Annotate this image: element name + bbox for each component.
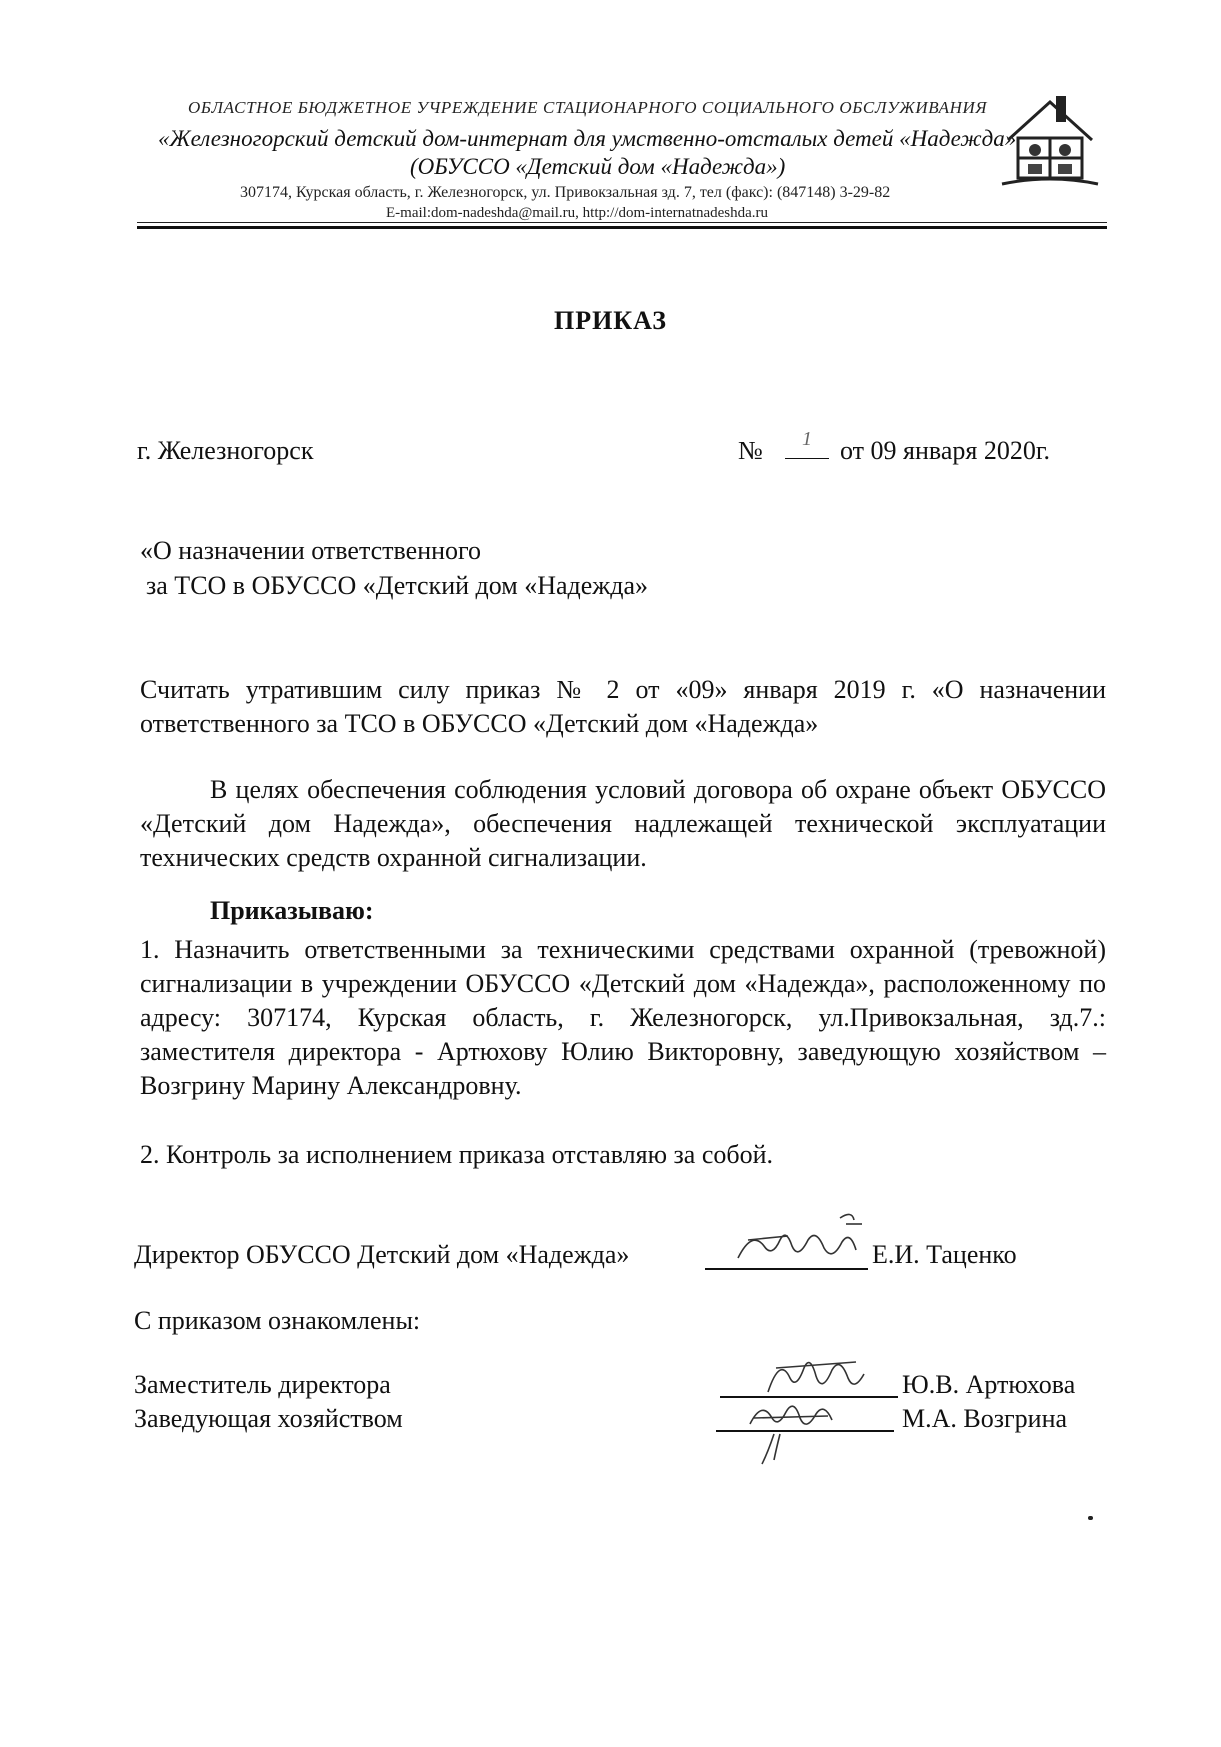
housekeeper-signature: [740, 1394, 870, 1470]
deputy-director-label: Заместитель директора: [134, 1370, 391, 1399]
letterhead-address: 307174, Курская область, г. Железногорск, ул. Привокзальная зд. 7, тел (факс): (847148) 3-29-82: [240, 184, 891, 201]
document-title: ПРИКАЗ: [553, 306, 668, 335]
director-name: Е.И. Таценко: [872, 1240, 1017, 1269]
subject-line-1: «О назначении ответственного: [140, 536, 482, 565]
deputy-signature: [760, 1348, 900, 1400]
deputy-name: Ю.В. Артюхова: [902, 1370, 1076, 1399]
acknowledged-label: С приказом ознакомлены:: [134, 1306, 421, 1335]
order-number-label: №: [738, 436, 763, 465]
director-signature: [728, 1200, 878, 1274]
order-number-value: 1: [785, 428, 829, 459]
document-city: г. Железногорск: [137, 436, 314, 465]
letterhead-divider-thick: [137, 226, 1107, 229]
housekeeper-label: Заведующая хозяйством: [134, 1404, 403, 1433]
orphanage-house-logo-icon: [1000, 90, 1100, 190]
order-item-2: 2. Контроль за исполнением приказа отставляю за собой.: [140, 1140, 774, 1169]
paragraph-revoke: Считать утратившим силу приказ № 2 от «09» января 2019 г. «О назначении ответственного за ТСО в ОБУССО «Детский дом «Надежда»: [140, 675, 1106, 738]
housekeeper-name: М.А. Возгрина: [902, 1404, 1068, 1433]
order-item-1: 1. Назначить ответственными за техническими средствами охранной (тревожной) сигнализации в учреждении ОБУССО «Детский дом «Надежда», расположенному по адресу: 307174, Курская область, г. Железногорск, ул.Привокзальная, зд.7.: заместителя директора - Артюхову Юлию Викторовну, заведующую хозяйством – Возгрину Марину Александровну.: [140, 935, 1106, 1100]
subject-line-2: за ТСО в ОБУССО «Детский дом «Надежда»: [146, 571, 649, 600]
letterhead-org-short-name: (ОБУССО «Детский дом «Надежда»): [410, 154, 786, 179]
scan-speck: [1088, 1516, 1093, 1520]
director-label: Директор ОБУССО Детский дом «Надежда»: [134, 1240, 630, 1269]
letterhead-divider-thin: [137, 222, 1107, 223]
letterhead-contacts: E-mail:dom-nadeshda@mail.ru, http://dom-internatnadeshda.ru: [386, 205, 769, 221]
letterhead-org-name: «Железногорский детский дом-интернат для умственно-отсталых детей «Надежда»: [158, 126, 1017, 151]
order-date: от 09 января 2020г.: [840, 436, 1051, 465]
order-heading: Приказываю:: [210, 896, 374, 925]
letterhead-org-type: ОБЛАСТНОЕ БЮДЖЕТНОЕ УЧРЕЖДЕНИЕ СТАЦИОНАРНОГО СОЦИАЛЬНОГО ОБСЛУЖИВАНИЯ: [188, 98, 988, 117]
paragraph-purpose: В целях обеспечения соблюдения условий договора об охране объект ОБУССО «Детский дом Надежда», обеспечения надлежащей технической эксплуатации технических средств охранной сигнализации.: [140, 775, 1106, 872]
